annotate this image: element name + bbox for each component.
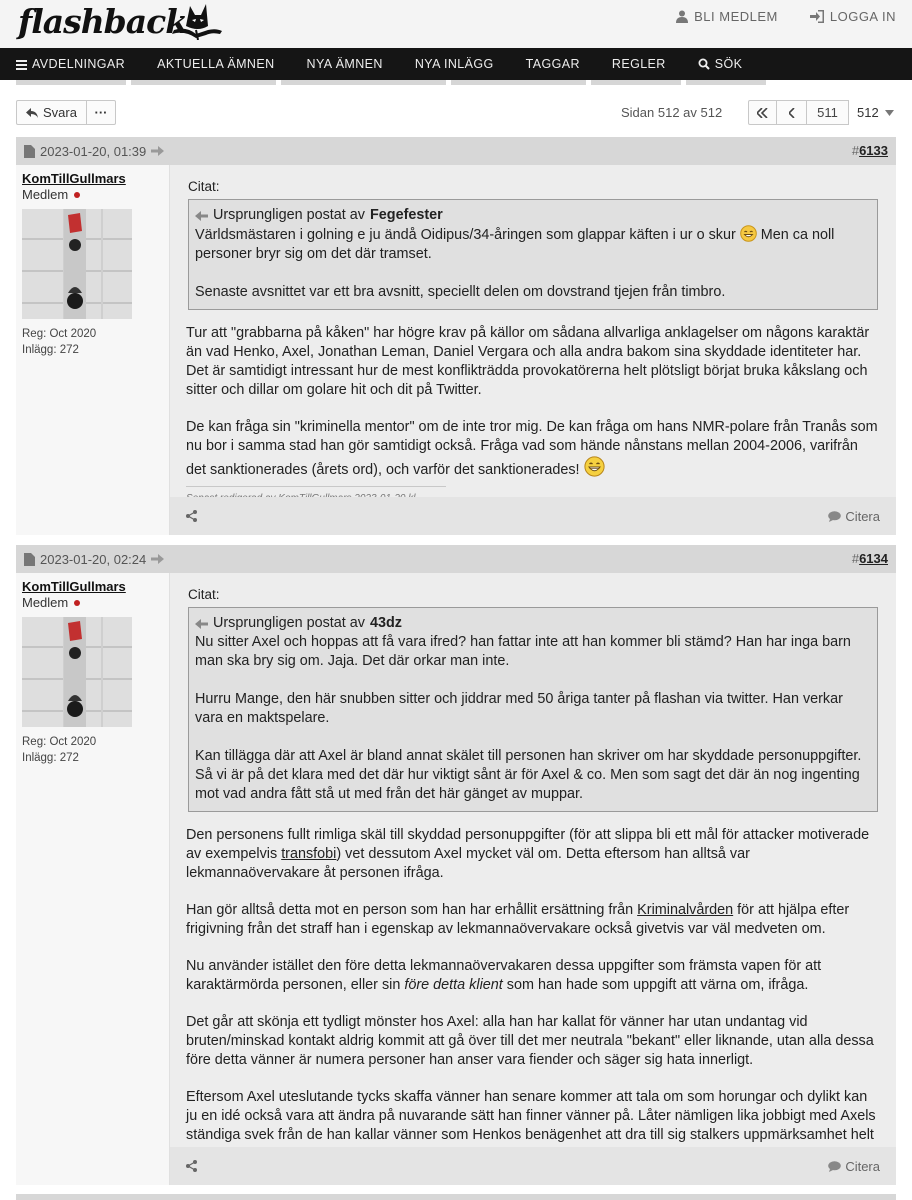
login-label: LOGGA IN — [829, 9, 896, 24]
nav-aktuella-amnen[interactable] — [141, 48, 290, 80]
back-arrow-icon[interactable] — [195, 619, 208, 629]
main-nav — [0, 48, 912, 80]
post-document-icon — [24, 553, 35, 566]
post-hash: # — [851, 551, 860, 566]
username-link[interactable]: KomTillGullmars — [22, 171, 126, 186]
quote-text: Världsmästaren i golning e ju ändå Oidipus/34-åringen som glappar käften i ur o skur — [195, 227, 736, 243]
quote-paragraph: Senaste avsnittet var ett bra avsnitt, speciellt delen om dovstrand tjejen från timbro. — [195, 284, 726, 300]
citat-label: Citat: — [188, 587, 220, 602]
nav-label: SÖK — [714, 57, 743, 71]
post-content — [170, 573, 896, 1147]
post-text: för att hjälpa efter frigivning från det straff han i egenskap av lekmannaövervakare också givetvis var väl medveten om. — [186, 902, 850, 937]
join-link[interactable] — [676, 9, 778, 24]
nav-label: REGLER — [611, 57, 666, 71]
cat-logo-icon — [168, 0, 224, 40]
post-paragraph: Eftersom Axel uteslutande tycks skaffa vänner han senare kommer att tala om som horungar och dylikt kan ju en idé också vara att ändra på nuvarande sätt han finner vänner på. Låter nämligen lika jobbigt med Axels ständiga svek från de han kallar vänner som Henkos benägenhet att dra till sig stalkers uppmärksamhet helt — [186, 1089, 876, 1143]
avatar-image — [22, 209, 132, 319]
more-options-button[interactable]: ··· — [87, 100, 116, 125]
first-page-button[interactable] — [748, 100, 777, 125]
reply-icon — [26, 108, 38, 118]
post-number-link[interactable]: 6133 — [859, 143, 888, 158]
site-header — [0, 0, 912, 48]
nav-nya-inlagg[interactable] — [399, 48, 510, 80]
nav-taggar[interactable] — [510, 48, 596, 80]
post-paragraph: Det går att skönja ett tydligt mönster hos Axel: alla han har kallat för vänner har utan undantag vid bruten/minskad kontakt aldrig kommit att gå över till det mer neutrala "bekant" eller liknande, utan alla dessa före detta vänner är numera personer han anser vara fiender och säger sig hata innerligt. — [186, 1014, 874, 1068]
page-info: Sidan 512 av 512 — [621, 105, 723, 120]
user-post-count: Inlägg: 272 — [22, 752, 79, 764]
quote-button[interactable] — [828, 509, 880, 524]
quote-author: Fegefester — [370, 207, 443, 223]
avatar[interactable] — [22, 617, 132, 727]
quote-paragraph: Nu sitter Axel och hoppas att få vara ifred? han fattar inte att han kommer bli stämd? Han har inga barn man ska bry sig om. Jaja. Det där orkar man inte. — [195, 634, 851, 669]
offline-status-dot — [74, 600, 80, 606]
post-emphasis: före detta klient — [404, 977, 503, 993]
user-info — [16, 165, 170, 497]
post-date: 2023-01-20, 02:24 — [40, 551, 147, 567]
post-footer — [170, 1147, 896, 1185]
caret-down-icon — [885, 110, 894, 116]
post-date: 2023-01-20, 01:39 — [40, 143, 147, 159]
user-info — [16, 573, 170, 1147]
post-paragraph: Tur att "grabbarna på kåken" har högre krav på källor om sådana allvarliga anklagelser om någons karaktär än vad Henko, Axel, Jonathan Leman, Daniel Vergara och alla andra bakom sina skyddade identiteter har. Det är samtidigt intressant hur de mest konflikträdda provokatörerna helt plötsligt börjat bruka kåkslang och sitter och dillar om golare hit och dit på Twitter. — [186, 325, 870, 398]
quote-author: 43dz — [370, 615, 402, 631]
post-document-icon — [24, 145, 35, 158]
quote-prefix: Ursprungligen postat av — [213, 207, 365, 223]
post-6134 — [16, 545, 896, 1185]
avatar-image — [22, 617, 132, 727]
user-reg: Reg: Oct 2020 — [22, 328, 97, 340]
post-6133 — [16, 137, 896, 535]
user-title: Medlem — [22, 595, 69, 610]
post-footer — [170, 497, 896, 535]
nav-label: NYA ÄMNEN — [306, 57, 383, 71]
double-chevron-left-icon — [757, 108, 768, 118]
share-icon[interactable] — [186, 510, 197, 522]
subnav-tab — [686, 80, 766, 85]
username-link[interactable]: KomTillGullmars — [22, 579, 126, 594]
post-number[interactable] — [852, 143, 888, 158]
menu-icon — [16, 59, 27, 70]
big-grin-emoji-icon — [584, 456, 605, 477]
nav-nya-amnen[interactable] — [291, 48, 399, 80]
nav-sok[interactable] — [682, 48, 759, 80]
user-icon — [676, 10, 688, 23]
nav-label: AVDELNINGAR — [32, 57, 126, 71]
post-text: som han hade som uppgift att värna om, ifråga. — [506, 977, 809, 993]
nav-label: TAGGAR — [525, 57, 580, 71]
post-text: Han gör alltså detta mot en person som han har erhållit ersättning från — [186, 902, 634, 918]
quote-box — [188, 199, 878, 310]
quote-paragraph: Kan tillägga där att Axel är bland annat skälet till personen han skriver om har skyddade personuppgifter. Så vi är på det klara med det där hur viktigt sånt är för Axel & co. Men som sagt det där än nog ingenting mot vad andra fått stå ut med från det här gänget av muppar. — [195, 748, 862, 802]
citat-label: Citat: — [188, 179, 220, 194]
transfobi-link[interactable]: transfobi — [281, 846, 337, 862]
next-post-header — [16, 1194, 896, 1200]
quote-paragraph: Hurru Mange, den här snubben sitter och jiddrar med 50 åriga tanter på flashan via twitter. Han verkar vara en maktspelare. — [195, 691, 843, 726]
quote-button[interactable] — [828, 1159, 880, 1174]
user-reg: Reg: Oct 2020 — [22, 736, 97, 748]
thread-toolbar — [0, 86, 912, 136]
share-icon[interactable] — [186, 1160, 197, 1172]
arrow-right-icon[interactable] — [151, 554, 164, 564]
post-text: ) vet dessutom Axel mycket väl om. Detta eftersom han alltså var lekmannaövervakare åt personen ifråga. — [186, 846, 750, 881]
subnav-tab — [281, 80, 446, 85]
quote-label: Citera — [845, 509, 880, 524]
back-arrow-icon[interactable] — [195, 211, 208, 221]
search-icon — [698, 58, 710, 70]
post-paragraph: De kan fråga sin "kriminella mentor" om de inte tror mig. De kan fråga om hans NMR-polare från Tranås som nu bor i samma stad han gör samtidigt också. Fråga vad som hände nånstans mellan 2004-2006, varifrån det sanktionerades (årets ord), och varför det sanktionerades! — [186, 419, 878, 478]
post-header — [16, 137, 896, 165]
quote-box — [188, 607, 878, 812]
post-text: Den personens fullt rimliga skäl till skyddad personuppgifter (för att slippa bli ett mål för attacker motiverade av exempelvis — [186, 827, 870, 862]
pagination — [748, 100, 894, 125]
page-select[interactable] — [857, 100, 894, 125]
post-number[interactable] — [852, 551, 888, 566]
nav-label: AKTUELLA ÄMNEN — [157, 57, 275, 71]
avatar[interactable] — [22, 209, 132, 319]
post-hash: # — [851, 143, 860, 158]
quote-text: Men ca noll personer bryr sig om det där tramset. — [195, 227, 835, 262]
nav-avdelningar[interactable] — [16, 48, 141, 80]
subnav-tab — [591, 80, 681, 85]
subnav-tab — [451, 80, 586, 85]
subnav-tab — [131, 80, 276, 85]
nav-label: NYA INLÄGG — [414, 57, 494, 71]
site-logo[interactable]: flashback — [18, 2, 188, 41]
reply-label: Svara — [43, 105, 77, 120]
post-content — [170, 165, 896, 497]
comment-icon — [828, 511, 841, 522]
nav-regler[interactable] — [596, 48, 682, 80]
grin-emoji-icon — [740, 225, 757, 242]
post-header — [16, 545, 896, 573]
page-511-button[interactable]: 511 — [807, 100, 849, 125]
post-text: Nu använder istället den före detta lekmannaövervakaren dessa uppgifter som främsta vapen för att karaktärmörda personen, eller sin — [186, 958, 822, 993]
arrow-right-icon[interactable] — [151, 146, 164, 156]
reply-button[interactable] — [16, 100, 87, 125]
user-post-count: Inlägg: 272 — [22, 344, 79, 356]
current-page: 512 — [857, 105, 879, 120]
comment-icon — [828, 1161, 841, 1172]
quote-label: Citera — [845, 1159, 880, 1174]
prev-page-button[interactable] — [777, 100, 807, 125]
subnav-tab — [16, 80, 126, 85]
sign-in-icon — [810, 10, 824, 23]
chevron-left-icon — [789, 108, 795, 118]
join-label: BLI MEDLEM — [694, 9, 778, 24]
post-number-link[interactable]: 6134 — [859, 551, 888, 566]
offline-status-dot — [74, 192, 80, 198]
quote-prefix: Ursprungligen postat av — [213, 615, 365, 631]
kriminalvarden-link[interactable]: Kriminalvården — [637, 902, 734, 918]
user-title: Medlem — [22, 187, 69, 202]
login-link[interactable] — [810, 9, 896, 24]
